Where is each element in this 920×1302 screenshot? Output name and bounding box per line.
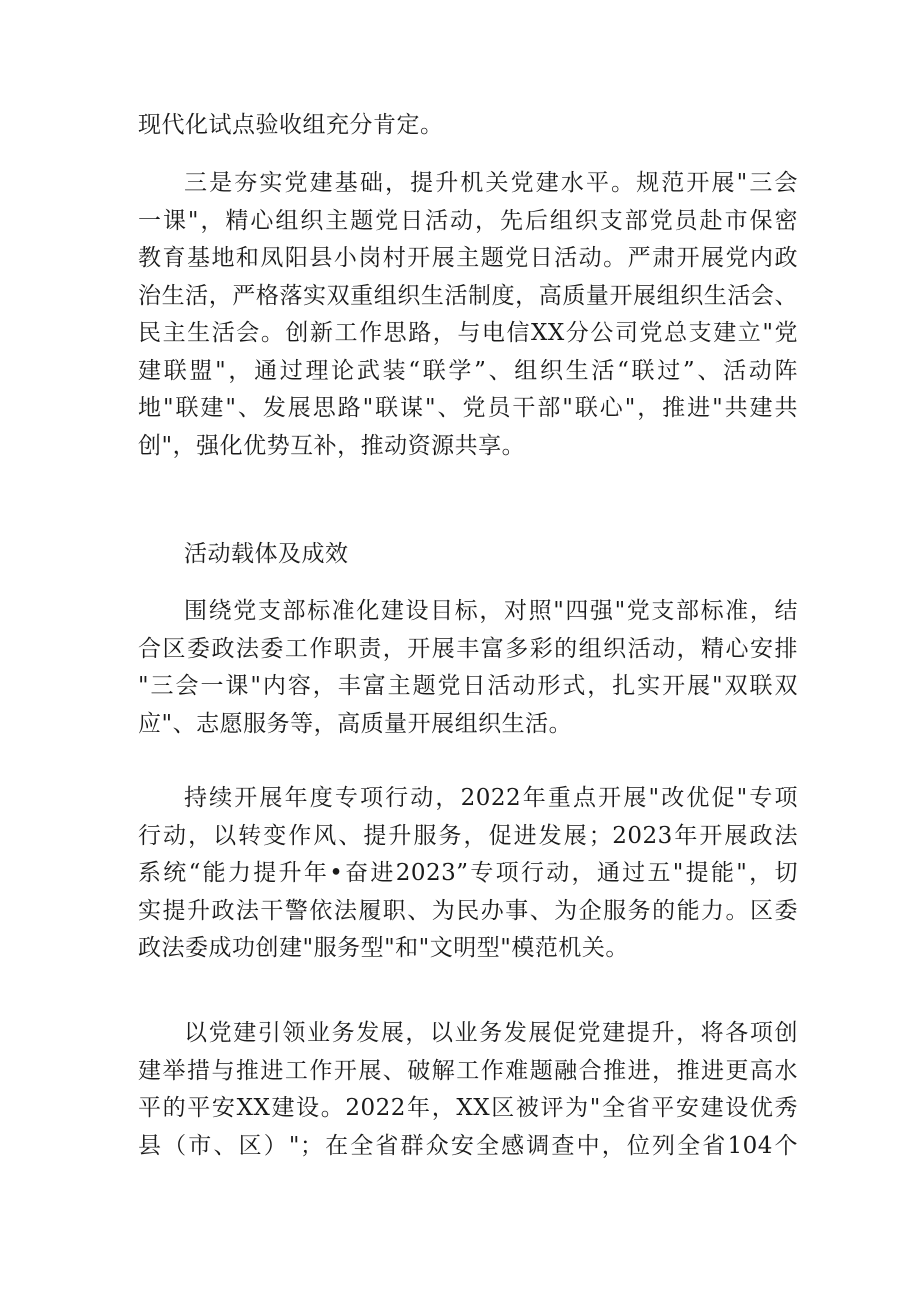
paragraph-activity-carriers [138, 593, 798, 743]
text-line: 行动，以转变作风、提升服务，促进发展；2023年开展政法 [138, 822, 798, 849]
text-line: 应"、志愿服务等，高质量开展组织生活。 [138, 710, 573, 737]
text-line: 持续开展年度专项行动，2022年重点开展"改优促"专项 [184, 785, 798, 811]
paragraph-business-development [138, 1015, 798, 1165]
text-line: 政法委成功创建"服务型"和"文明型"模范机关。 [138, 935, 629, 961]
text-line: 围绕党支部标准化建设目标，对照"四强"党支部标准，结 [184, 598, 798, 624]
text-line: 实提升政法干警依法履职、为民办事、为企服务的能力。区委 [138, 897, 798, 924]
text-line: 一课"，精心组织主题党日活动，先后组织支部党员赴市保密 [138, 207, 798, 234]
paragraph-continuation [138, 107, 798, 145]
text-line: 创"，强化优势互补，推动资源共享。 [138, 432, 526, 459]
text-line: 合区委政法委工作职责，开展丰富多彩的组织活动，精心安排 [138, 635, 798, 662]
text-line: 民主生活会。创新工作思路，与电信XX分公司党总支建立"党 [138, 320, 798, 346]
text-line: 治生活，严格落实双重组织生活制度，高质量开展组织生活会、 [138, 282, 798, 309]
section-heading [138, 536, 798, 574]
text-line: 平的平安XX建设。2022年，XX区被评为"全省平安建设优秀 [138, 1095, 798, 1121]
text-line: 三是夯实党建基础，提升机关党建水平。规范开展"三会 [184, 170, 798, 196]
text-line: 县（市、区）"；在全省群众安全感调查中，位列全省104个 [138, 1132, 798, 1159]
paragraph-party-building [138, 165, 798, 465]
text-line: "三会一课"内容，丰富主题党日活动形式，扎实开展"双联双 [138, 673, 798, 699]
text-line: 建举措与推进工作开展、破解工作难题融合推进，推进更高水 [138, 1057, 798, 1084]
section-heading-text: 活动载体及成效 [184, 541, 349, 567]
text-line: 地"联建"、发展思路"联谋"、党员干部"联心"，推进"共建共 [138, 395, 798, 421]
paragraph-special-actions [138, 780, 798, 968]
text-line: 系统“能力提升年•奋进2023”专项行动，通过五"提能"，切 [138, 860, 798, 886]
text-line: 教育基地和凤阳县小岗村开展主题党日活动。严肃开展党内政 [138, 245, 798, 271]
text-line: 现代化试点验收组充分肯定。 [138, 112, 444, 138]
text-line: 建联盟"，通过理论武装“联学”、组织生活“联过”、活动阵 [138, 357, 798, 384]
text-line: 以党建引领业务发展，以业务发展促党建提升，将各项创 [184, 1020, 798, 1046]
